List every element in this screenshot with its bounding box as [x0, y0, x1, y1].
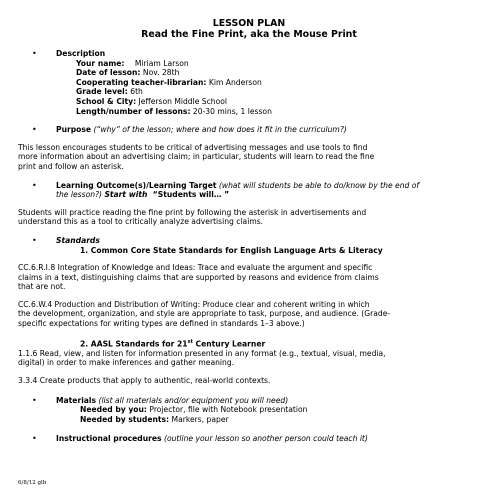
- body-line: digital) in order to make inferences and gather meaning.: [18, 358, 235, 368]
- body-line: Students will practice reading the fine print by following the asterisk in advertisements and: [18, 207, 367, 217]
- field-row: [76, 68, 480, 78]
- aasl-standard-1: [18, 349, 480, 368]
- field-label: Your name:: [76, 58, 125, 68]
- needed-by-you-label: Needed by you:: [80, 405, 147, 415]
- lesson-plan-page: [18, 0, 480, 444]
- field-row: [76, 78, 480, 88]
- purpose-note: (“why” of the lesson; where and how does it fit in the curriculum?): [93, 125, 347, 135]
- field-value: Jefferson Middle School: [138, 96, 228, 106]
- start-with: Start with: [104, 190, 148, 200]
- body-line: 3.3.4 Create products that apply to authentic, real-world contexts.: [18, 375, 271, 385]
- standards-heading: Standards: [56, 235, 100, 245]
- bullet-icon: •: [32, 395, 37, 405]
- field-label: Date of lesson:: [76, 68, 141, 78]
- body-line: that are not.: [18, 282, 66, 292]
- cc-standard-1: [18, 263, 480, 292]
- purpose-section: [18, 125, 480, 135]
- needed-by-you-value: Projector, file with Notebook presentation: [149, 405, 308, 415]
- body-line: the development, organization, and style are appropriate to task, purpose, and audience. (Grade-: [18, 309, 391, 319]
- outcomes-body: [18, 208, 480, 227]
- outcomes-note-cont: the lesson?): [56, 190, 103, 200]
- body-line: more information about an advertising claim; in particular, students will learn to read the fine: [18, 152, 375, 162]
- body-line: CC.6.R.I.8 Integration of Knowledge and Ideas: Trace and evaluate the argument and specific: [18, 263, 373, 273]
- field-value: 6th: [130, 87, 143, 97]
- bullet-icon: •: [32, 434, 37, 444]
- description-heading: Description: [56, 49, 106, 58]
- description-fields: [56, 59, 480, 117]
- field-value: Miriam Larson: [134, 58, 189, 68]
- body-line: understand this as a tool to critically analyze advertising claims.: [18, 217, 264, 227]
- standards-sub2: [18, 338, 480, 349]
- field-value: Kim Anderson: [208, 77, 262, 87]
- sub2-text: 2. AASL Standards for 21: [80, 339, 188, 349]
- cc-standard-2: [18, 300, 480, 329]
- body-line: 1.1.6 Read, view, and listen for information presented in any format (e.g., textual, visual, media,: [18, 348, 386, 358]
- bullet-icon: •: [32, 49, 37, 58]
- instructional-section: [18, 434, 480, 444]
- page-subtitle: Read the Fine Print, aka the Mouse Print: [141, 29, 357, 40]
- sub2-end: Century Learner: [192, 339, 266, 349]
- page-title: LESSON PLAN: [212, 18, 286, 29]
- instructional-heading: Instructional procedures: [56, 434, 162, 444]
- needed-by-students-label: Needed by students:: [80, 414, 170, 424]
- bullet-icon: •: [32, 180, 37, 190]
- standards-sub1: 1. Common Core State Standards for English Language Arts & Literacy: [80, 245, 383, 255]
- field-value: Nov. 28th: [142, 68, 180, 78]
- sub2-sup: st: [187, 338, 193, 345]
- field-label: Cooperating teacher-librarian:: [76, 77, 207, 87]
- field-label: Length/number of lessons:: [76, 106, 191, 116]
- field-row: [76, 59, 480, 69]
- outcomes-section: [18, 181, 480, 200]
- description-section: [18, 49, 480, 116]
- instructional-note: (outline your lesson so another person could teach it): [164, 434, 368, 444]
- aasl-standard-2: [18, 376, 480, 386]
- materials-section: [18, 396, 480, 425]
- body-line: specific expectations for writing types are defined in standards 1–3 above.): [18, 319, 305, 329]
- materials-note: (list all materials and/or equipment you will need): [98, 395, 289, 405]
- needed-by-students-value: Markers, paper: [171, 414, 229, 424]
- outcomes-heading: Learning Outcome(s)/Learning Target: [56, 180, 217, 190]
- students-will: “Students will… ”: [152, 190, 230, 200]
- field-row: [76, 87, 480, 97]
- field-value: 20-30 mins, 1 lesson: [192, 106, 272, 116]
- body-line: CC.6.W.4 Production and Distribution of Writing: Produce clear and coherent writing in which: [18, 299, 370, 309]
- page-footer: 6/8/12 glb: [18, 480, 47, 486]
- body-line: This lesson encourages students to be critical of advertising messages and use tools to find: [18, 142, 368, 152]
- materials-heading: Materials: [56, 395, 97, 405]
- body-line: claims in a text, distinguishing claims that are supported by reasons and evidence from claims: [18, 272, 379, 282]
- purpose-heading: Purpose: [56, 125, 92, 135]
- field-row: [76, 107, 480, 117]
- bullet-icon: •: [32, 235, 37, 245]
- field-label: Grade level:: [76, 87, 128, 97]
- field-label: School & City:: [76, 96, 137, 106]
- outcomes-note: (what will students be able to do/know by the end of: [218, 180, 420, 190]
- standards-section: [18, 236, 480, 255]
- purpose-body: [18, 143, 480, 172]
- bullet-icon: •: [32, 125, 37, 135]
- field-row: [76, 97, 480, 107]
- body-line: print and follow an asterisk.: [18, 161, 124, 171]
